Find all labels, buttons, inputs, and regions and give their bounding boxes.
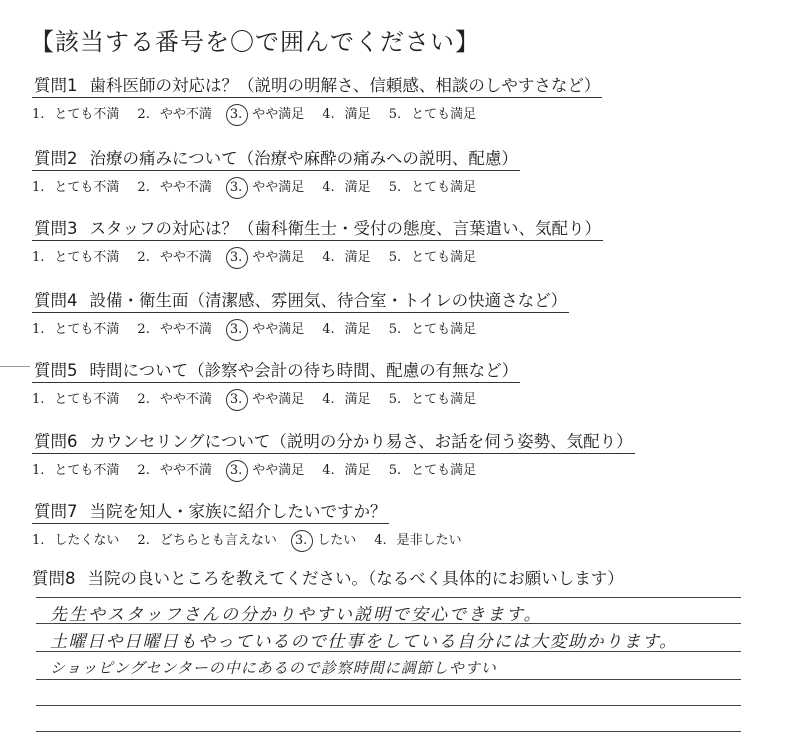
answer-option[interactable] xyxy=(389,459,476,478)
question-7 xyxy=(32,498,772,548)
question-5 xyxy=(32,357,772,407)
option-number: 5. xyxy=(388,463,402,478)
option-label: とても不満 xyxy=(54,180,120,195)
option-label: とても不満 xyxy=(54,107,120,122)
question-1 xyxy=(32,72,772,122)
option-label: とても不満 xyxy=(54,250,120,265)
option-number: 1. xyxy=(32,180,45,195)
answer-options xyxy=(32,103,772,122)
option-label: したくない xyxy=(54,533,120,548)
option-label: 満足 xyxy=(344,250,371,265)
option-label: とても満足 xyxy=(411,250,477,265)
circled-option-number: 3. xyxy=(229,322,243,337)
circled-option-number: 3. xyxy=(229,392,243,407)
option-number: 4. xyxy=(322,250,335,265)
question-8-label: 質問8 xyxy=(32,569,76,588)
circled-option-number: 3. xyxy=(229,250,243,265)
answer-options xyxy=(32,459,772,478)
question-text: 治療の痛みについて（治療や麻酔の痛みへの説明、配慮） xyxy=(89,149,518,168)
answer-option[interactable] xyxy=(137,459,211,478)
answer-option[interactable] xyxy=(322,176,370,195)
question-title xyxy=(32,215,603,241)
answer-option[interactable] xyxy=(32,459,119,478)
option-label: 満足 xyxy=(344,392,371,407)
question-label: 質問7 xyxy=(34,502,78,521)
answer-option[interactable] xyxy=(32,246,119,265)
form-instruction-header: 【該当する番号を〇で囲んでください】 xyxy=(30,28,480,56)
question-title xyxy=(32,498,389,524)
option-label: 満足 xyxy=(344,463,371,478)
question-label: 質問2 xyxy=(34,149,78,168)
circled-option-number: 3. xyxy=(294,533,308,548)
scan-mark-line xyxy=(0,366,30,367)
option-label: やや不満 xyxy=(159,107,212,122)
answer-options xyxy=(32,318,772,337)
option-number: 2. xyxy=(137,463,150,478)
answer-option[interactable] xyxy=(389,388,476,407)
circled-option-number: 3. xyxy=(229,107,243,122)
option-label: とても不満 xyxy=(54,392,120,407)
option-label: やや満足 xyxy=(252,463,305,478)
answer-option[interactable] xyxy=(137,103,211,122)
answer-option[interactable] xyxy=(32,103,119,122)
handwritten-answer-line-1: 先生やスタッフさんの分かりやすい説明で安心できます。 xyxy=(50,605,543,625)
option-label: 満足 xyxy=(344,322,371,337)
option-label: やや不満 xyxy=(159,463,212,478)
question-text: カウンセリングについて（説明の分かり易さ、お話を伺う姿勢、気配り） xyxy=(89,432,633,451)
option-number: 4. xyxy=(322,107,335,122)
question-label: 質問3 xyxy=(34,219,78,238)
question-title xyxy=(32,287,569,313)
answer-option[interactable] xyxy=(374,529,461,548)
answer-option[interactable] xyxy=(389,246,476,265)
question-title xyxy=(32,72,602,98)
option-label: どちらとも言えない xyxy=(159,533,277,548)
handwritten-answer-line-2: 土曜日や日曜日もやっているので仕事をしている自分には大変助かります。 xyxy=(50,632,678,652)
option-number: 2. xyxy=(137,322,150,337)
option-label: とても満足 xyxy=(411,107,477,122)
option-number: 5. xyxy=(388,392,402,407)
option-number: 4. xyxy=(374,533,387,548)
option-label: 満足 xyxy=(344,107,371,122)
answer-option[interactable] xyxy=(32,176,119,195)
answer-option[interactable] xyxy=(137,246,211,265)
answer-rule-line xyxy=(36,679,741,680)
question-title xyxy=(32,357,520,383)
option-label: やや満足 xyxy=(252,107,305,122)
question-label: 質問1 xyxy=(34,76,78,95)
answer-rule-line xyxy=(36,705,741,706)
answer-options xyxy=(32,529,772,548)
question-label: 質問6 xyxy=(34,432,78,451)
question-text: 設備・衛生面（清潔感、雰囲気、待合室・トイレの快適さなど） xyxy=(89,291,568,310)
answer-option[interactable] xyxy=(389,176,476,195)
answer-option[interactable] xyxy=(230,388,304,407)
option-number: 5. xyxy=(388,107,402,122)
answer-option[interactable] xyxy=(389,318,476,337)
option-number: 1. xyxy=(32,533,45,548)
answer-option[interactable] xyxy=(137,318,211,337)
option-label: やや不満 xyxy=(159,322,212,337)
option-label: やや不満 xyxy=(159,180,212,195)
answer-options xyxy=(32,246,772,265)
answer-option[interactable] xyxy=(137,388,211,407)
question-text: 歯科医師の対応は？（説明の明解さ、信頼感、相談のしやすさなど） xyxy=(89,76,601,95)
option-label: とても満足 xyxy=(411,322,477,337)
answer-option[interactable] xyxy=(137,176,211,195)
option-number: 2. xyxy=(137,250,150,265)
answer-option[interactable] xyxy=(230,176,304,195)
question-2 xyxy=(32,145,772,195)
option-label: 満足 xyxy=(344,180,371,195)
option-label: やや満足 xyxy=(252,180,305,195)
option-number: 1. xyxy=(32,463,45,478)
question-6 xyxy=(32,428,772,478)
handwritten-answer-line-3: ショッピングセンターの中にあるので診察時間に調節しやすい xyxy=(50,659,497,677)
option-number: 2. xyxy=(137,392,150,407)
option-number: 5. xyxy=(388,180,402,195)
option-label: やや満足 xyxy=(252,250,305,265)
option-number: 4. xyxy=(322,180,335,195)
answer-rule-line xyxy=(36,597,741,598)
answer-options xyxy=(32,176,772,195)
question-4 xyxy=(32,287,772,337)
option-number: 4. xyxy=(322,322,335,337)
option-label: したい xyxy=(317,533,357,548)
answer-option[interactable] xyxy=(32,529,119,548)
question-title xyxy=(32,145,520,171)
option-number: 4. xyxy=(322,463,335,478)
option-number: 2. xyxy=(137,533,150,548)
question-label: 質問5 xyxy=(34,361,78,380)
answer-rule-line xyxy=(36,731,741,732)
option-label: やや満足 xyxy=(252,392,305,407)
circled-option-number: 3. xyxy=(229,180,243,195)
question-text: スタッフの対応は？（歯科衛生士・受付の態度、言葉遣い、気配り） xyxy=(89,219,601,238)
answer-option[interactable] xyxy=(322,318,370,337)
option-number: 1. xyxy=(32,392,45,407)
option-label: 是非したい xyxy=(396,533,462,548)
answer-option[interactable] xyxy=(230,459,304,478)
option-label: とても満足 xyxy=(411,392,477,407)
question-text: 当院を知人・家族に紹介したいですか？ xyxy=(89,502,387,521)
option-label: やや不満 xyxy=(159,250,212,265)
question-3 xyxy=(32,215,772,265)
answer-option[interactable] xyxy=(230,318,304,337)
option-number: 5. xyxy=(388,250,402,265)
circled-option-number: 3. xyxy=(229,463,243,478)
option-number: 4. xyxy=(322,392,335,407)
option-number: 1. xyxy=(32,322,45,337)
question-8-text: 当院の良いところを教えてください。（なるべく具体的にお願いします） xyxy=(87,569,624,588)
answer-option[interactable] xyxy=(295,529,356,548)
option-number: 2. xyxy=(137,107,150,122)
answer-option[interactable] xyxy=(230,246,304,265)
answer-option[interactable] xyxy=(32,388,119,407)
option-label: やや満足 xyxy=(252,322,305,337)
option-label: とても不満 xyxy=(54,322,120,337)
option-label: とても不満 xyxy=(54,463,120,478)
answer-option[interactable] xyxy=(32,318,119,337)
question-8-title xyxy=(32,565,624,589)
answer-option[interactable] xyxy=(137,529,276,548)
option-number: 5. xyxy=(388,322,402,337)
answer-option[interactable] xyxy=(322,388,370,407)
answer-option[interactable] xyxy=(389,103,476,122)
answer-option[interactable] xyxy=(230,103,304,122)
option-number: 1. xyxy=(32,107,45,122)
answer-option[interactable] xyxy=(322,103,370,122)
option-label: とても満足 xyxy=(411,463,477,478)
answer-options xyxy=(32,388,772,407)
option-label: やや不満 xyxy=(159,392,212,407)
option-number: 1. xyxy=(32,250,45,265)
question-label: 質問4 xyxy=(34,291,78,310)
answer-option[interactable] xyxy=(322,246,370,265)
answer-option[interactable] xyxy=(322,459,370,478)
question-title xyxy=(32,428,635,454)
question-text: 時間について（診察や会計の待ち時間、配慮の有無など） xyxy=(89,361,519,380)
option-label: とても満足 xyxy=(411,180,477,195)
option-number: 2. xyxy=(137,180,150,195)
